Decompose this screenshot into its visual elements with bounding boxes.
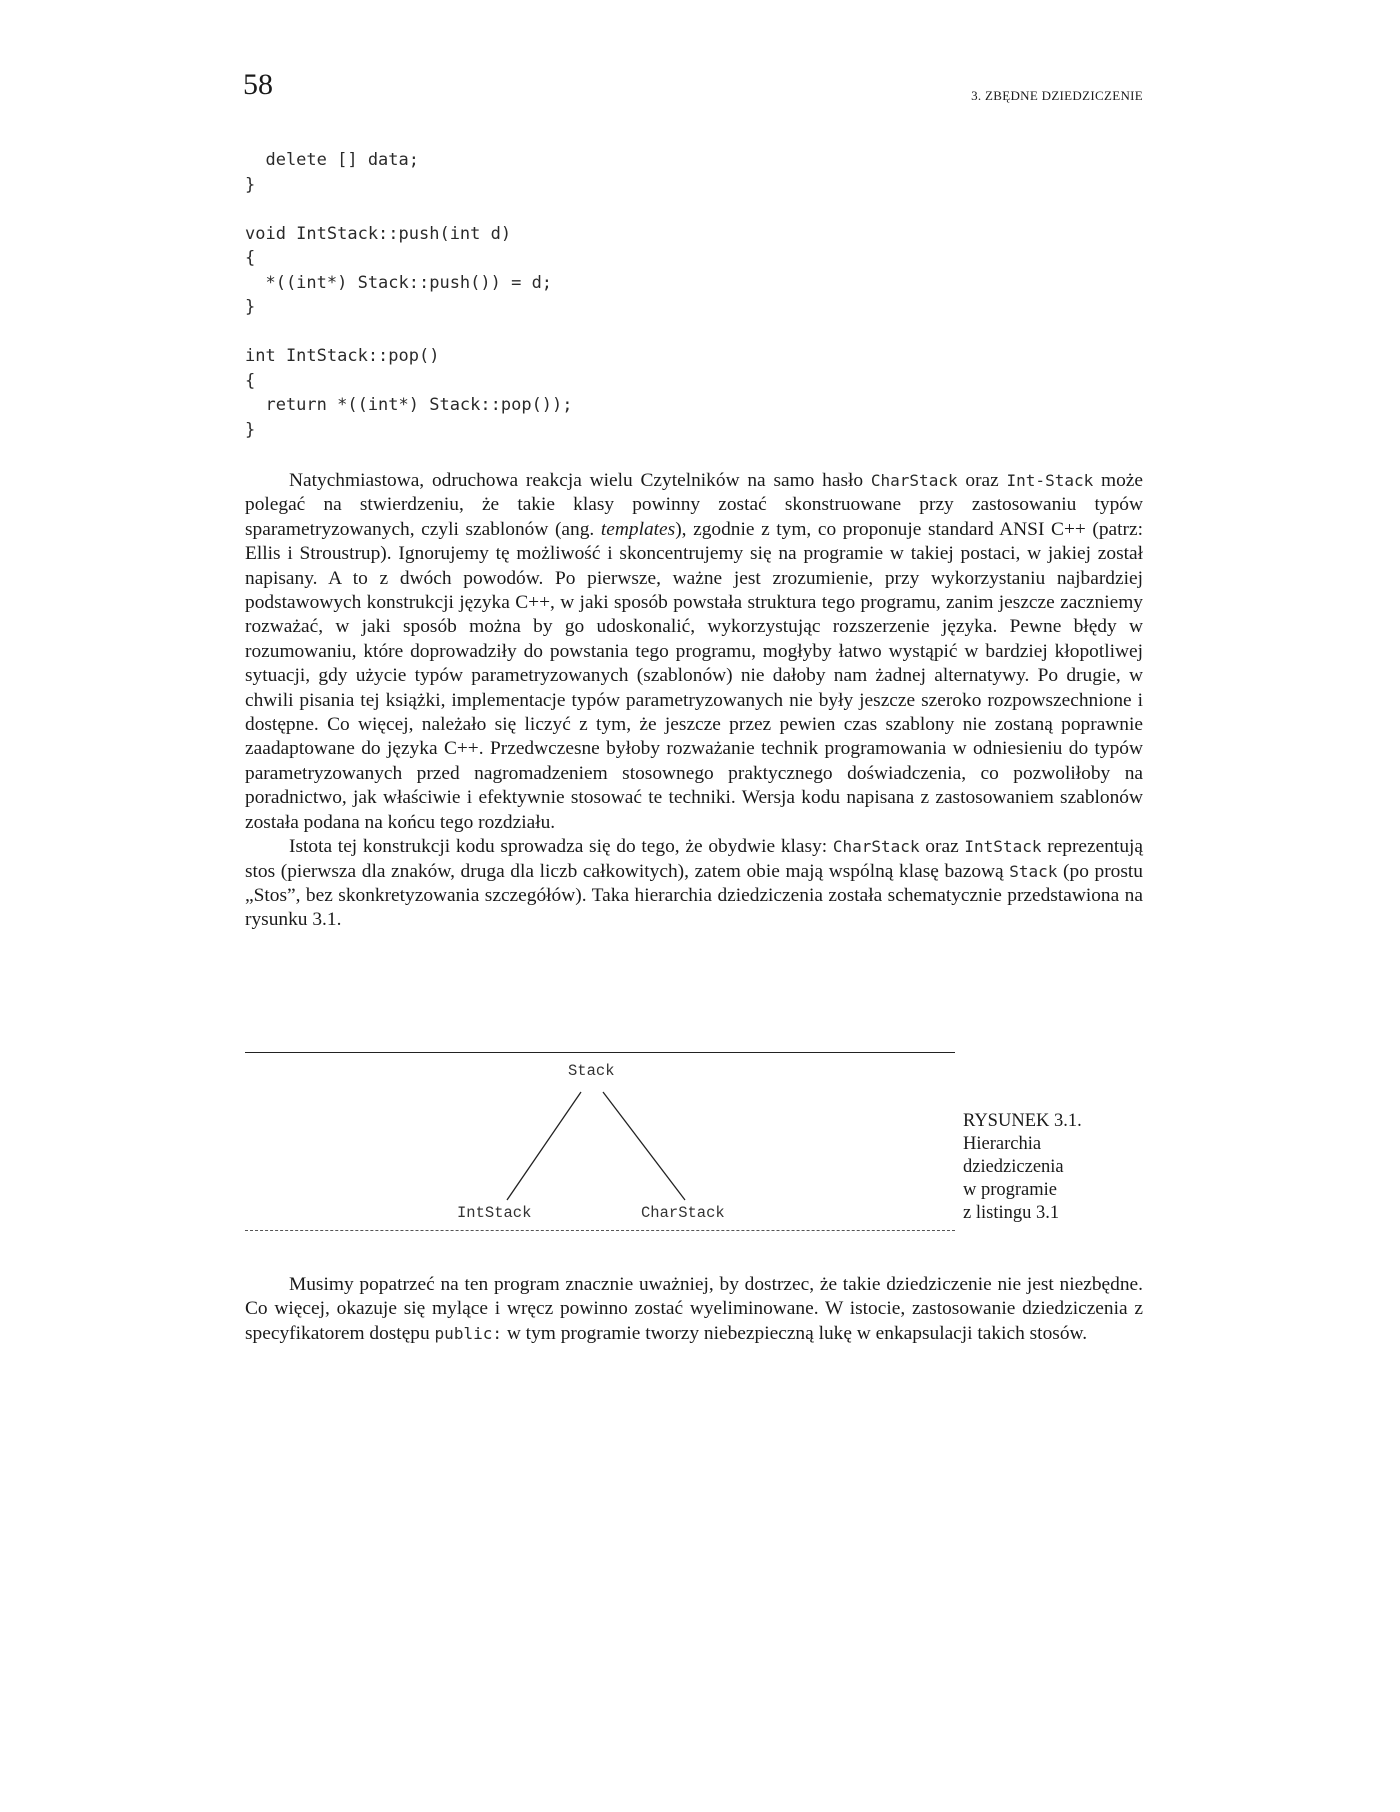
edge-stack-intstack [507,1092,581,1200]
code-line: return *((int*) Stack::pop()); [245,395,573,415]
code-line [245,197,573,222]
caption-line: dziedziczenia [963,1157,1064,1177]
figure-caption [963,1110,1123,1225]
inline-code: Stack [1009,861,1058,881]
paragraph [245,835,1143,933]
paragraph [245,1273,1143,1346]
text-run: może polegać na stwierdzeniu, że takie klasy powinny zostać skonstruowane przy zastosowaniu typów sparametryzowanych, czyli szablonów (ang. [245,470,1144,540]
page-number: 58 [243,68,273,101]
caption-line: RYSUNEK 3.1. [963,1111,1082,1131]
code-line: } [245,174,256,195]
code-line: { [245,248,256,268]
code-listing [245,148,573,442]
text-run: (po prostu „Stos”, bez skonkretyzowania szczegółów). Taka hierarchia dziedziczenia została schematycznie przedstawiona na rysunku 3.1. [245,860,1143,931]
inline-code: CharStack [832,837,920,857]
inline-code: public: [434,1323,502,1343]
inline-code: Int-Stack [1006,471,1094,490]
body-text [245,1273,1143,1346]
caption-line: z listingu 3.1 [963,1203,1060,1223]
code-line: void IntStack::push(int d) [245,223,512,244]
figure-bottom-rule [245,1230,955,1231]
text-run: Istota tej konstrukcji kodu sprowadza się do tego, że obydwie klasy: [289,836,833,858]
code-line: } [245,297,256,317]
code-line: } [245,419,256,440]
node-charstack: CharStack [641,1204,725,1222]
emphasis: templates [600,518,676,540]
text-run: reprezentują stos (pierwsza dla znaków, druga dla liczb całkowitych), zatem obie mają wspólną klasę bazową [245,836,1144,882]
code-line [245,320,573,345]
node-intstack: IntStack [457,1204,532,1222]
text-run: Musimy popatrzeć na ten program znacznie uważniej, by dostrzec, że takie dziedziczenie nie jest niezbędne. Co więcej, okazuje się mylące i wręcz powinno zostać wyeliminowane. W istocie, zastosowanie dziedziczenia z specyfikatorem dostępu [245,1274,1143,1344]
node-stack: Stack [568,1062,615,1080]
text-run: Natychmiastowa, odruchowa reakcja wielu Czytelników na samo hasło [289,470,871,491]
text-run: oraz [957,470,1007,491]
paragraph [245,469,1143,835]
text-run: w tym programie tworzy niebezpieczną lukę w enkapsulacji takich stosów. [501,1322,1088,1344]
inheritance-diagram [245,1052,955,1237]
inline-code: IntStack [964,837,1042,857]
running-head: 3. ZBĘDNE DZIEDZICZENIE [971,88,1143,103]
inline-code: CharStack [870,471,958,490]
caption-line: Hierarchia [963,1134,1042,1154]
code-line: *((int*) Stack::push()) = d; [245,272,553,293]
body-text [245,469,1143,933]
code-line: delete [] data; [245,150,419,170]
caption-line: w programie [963,1180,1058,1200]
code-line: { [245,370,256,391]
text-run: ), zgodnie z tym, co proponuje standard ANSI C++ (patrz: Ellis i Stroustrup). Ignorujemy tę możliwość i skoncentrujemy się na programie w takiej postaci, w jakiej został napisany. A to z dwóch powodów. Po pierwsze, ważne jest zrozumienie, przy wykorzystaniu najbardziej podstawowych konstrukcji języka C++, w jaki sposób powstała struktura tego programu, zanim jeszcze zaczniemy rozważać, w jaki sposób można by go udoskonalić, wykorzystując rozszerzenie języka. Pewne błędy w rozumowaniu, które doprowadziły do powstania tego programu, mogłyby łatwo wystąpić w bardziej kłopotliwej sytuacji, gdy użycie typów parametryzowanych (szablonów) nie dałoby nam żadnej alternatywy. Po drugie, w chwili pisania tej książki, implementacje typów parametryzowanych nie były jeszcze szeroko rozpowszechnione i dostępne. Co więcej, należało się liczyć z tym, że jeszcze przez pewien czas szablony nie zostaną poprawnie zaadaptowane do języka C++. Przedwczesne byłoby rozważanie technik programowania w odniesieniu do typów parametryzowanych przed nagromadzeniem stosownego praktycznego doświadczenia, co pozwoliłoby na poradnictwo, jak właściwie i efektywnie stosować te techniki. Wersja kodu napisana z zastosowaniem szablonów została podana na końcu tego rozdziału. [245,518,1143,833]
text-run: oraz [919,836,965,858]
edge-stack-charstack [603,1092,685,1200]
code-line: int IntStack::pop() [245,346,440,366]
